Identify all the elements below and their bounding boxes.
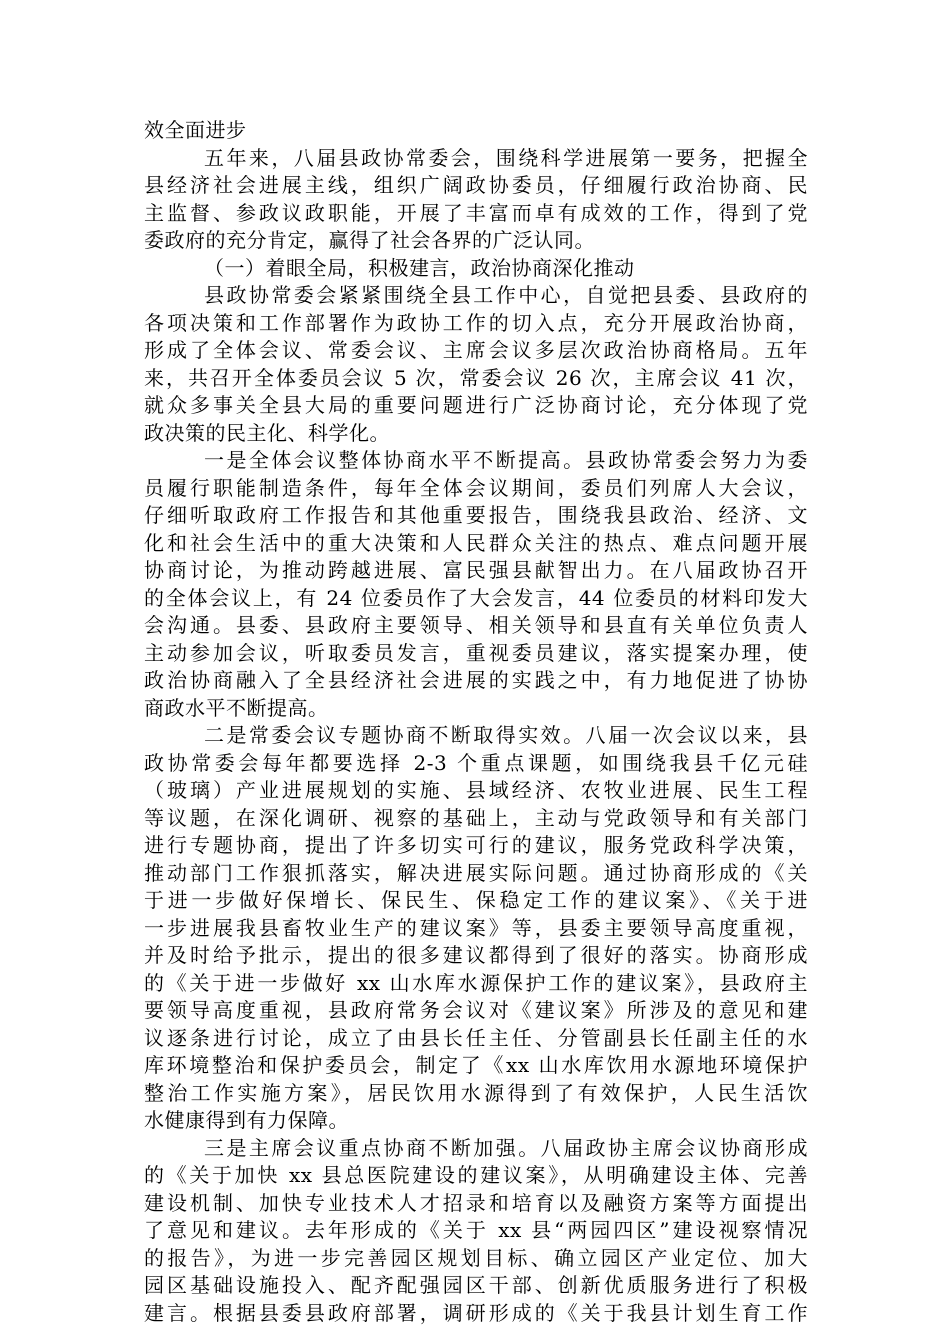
text-line: 要领导高度重视，县政府常务会议对《建议案》所涉及的意见和建 [144,998,808,1022]
text-line: 三是主席会议重点协商不断加强。八届政协主席会议协商形成 [204,1135,808,1160]
text-line: 二是常委会议专题协商不断取得实效。八届一次会议以来，县 [204,723,808,747]
text-line: 整治工作实施方案》，居民饮用水源得到了有效保护，人民生活饮 [144,1080,808,1105]
paragraph [144,1135,808,1328]
text-line: 进行专题协商，提出了许多切实可行的建议，服务党政科学决策， [144,833,808,857]
text-line: 五年来，八届县政协常委会，围绕科学进展第一要务，把握全 [204,145,808,170]
section-heading [144,255,808,283]
paragraph [144,282,808,447]
text-line: 了意见和建议。去年形成的《关于 xx 县“两园四区”建设视察情况 [144,1218,808,1242]
text-line: 水健康得到有力保障。 [144,1108,349,1132]
text-line: 的全体会议上，有 24 位委员作了大会发言，44 位委员的材料印发大 [144,585,808,610]
text-line: 县政协常委会紧紧围绕全县工作中心，自觉把县委、县政府的 [204,283,808,307]
text-line: 委政府的充分肯定，赢得了社会各界的广泛认同。 [144,228,595,252]
text-line: 员履行职能制造条件，每年全体会议期间，委员们列席人大会议， [144,475,808,500]
text-line: 一步进展我县畜牧业生产的建议案》等，县委主要领导高度重视， [144,915,808,940]
text-line: 效全面进步 [144,118,247,142]
text-line: 于进一步做好保增长、保民生、保稳定工作的建议案》、《关于进 [144,888,808,912]
text-line: 化和社会生活中的重大决策和人民群众关注的热点、难点问题开展 [144,530,808,555]
text-line: 园区基础设施投入、配齐配强园区干部、创新优质服务进行了积极 [144,1273,808,1297]
text-line: 并及时给予批示，提出的很多建议都得到了很好的落实。协商形成 [144,943,808,967]
text-line: 推动部门工作狠抓落实，解决进展实际问题。通过协商形成的《关 [144,860,808,885]
text-line: 建言。根据县委县政府部署，调研形成的《关于我县计划生育工作 [144,1300,808,1325]
text-line: （玻璃）产业进展规划的实施、县域经济、农牧业进展、民生工程 [144,778,808,802]
text-line: 商政水平不断提高。 [144,695,329,720]
text-line: 一是全体会议整体协商水平不断提高。县政协常委会努力为委 [204,448,808,472]
text-line: 主监督、参政议政职能，开展了丰富而卓有成效的工作，得到了党 [144,200,808,225]
text-line: 形成了全体会议、常委会议、主席会议多层次政治协商格局。五年 [144,338,808,362]
text-line: 会沟通。县委、县政府主要领导、相关领导和县直有关单位负责人 [144,613,808,637]
text-line: 就众多事关全县大局的重要问题进行广泛协商讨论，充分体现了党 [144,393,808,417]
text-line: 等议题，在深化调研、视察的基础上，主动与党政领导和有关部门 [144,805,808,830]
paragraph [144,722,808,1135]
text-line: 仔细听取政府工作报告和其他重要报告，围绕我县政治、经济、文 [144,503,808,527]
text-line: 县经济社会进展主线，组织广阔政协委员，仔细履行政治协商、民 [144,173,808,197]
text-line: 的《关于进一步做好 xx 山水库水源保护工作的建议案》，县政府主 [144,970,808,995]
text-line: 政协常委会每年都要选择 2-3 个重点课题，如围绕我县千亿元硅 [144,750,808,775]
text-line: 库环境整治和保护委员会，制定了《xx 山水库饮用水源地环境保护 [144,1053,808,1077]
text-line: 的报告》，为进一步完善园区规划目标、确立园区产业定位、加大 [144,1245,808,1270]
text-line: 建设机制、加快专业技术人才招录和培育以及融资方案等方面提出 [144,1190,808,1215]
document-page [144,117,808,1327]
paragraph [144,117,808,145]
text-line: 议逐条进行讨论，成立了由县长任主任、分管副县长任副主任的水 [144,1025,808,1050]
text-line: 主动参加会议，听取委员发言，重视委员建议，落实提案办理，使 [144,640,808,665]
paragraph [144,145,808,255]
text-line: 政决策的民主化、科学化。 [144,420,390,445]
text-line: 来，共召开全体委员会议 5 次，常委会议 26 次，主席会议 41 次， [144,365,808,390]
text-line: 的《关于加快 xx 县总医院建设的建议案》，从明确建设主体、完善 [144,1163,808,1187]
text-line: 政治协商融入了全县经济社会进展的实践之中，有力地促进了协协 [144,668,808,692]
text-line: 各项决策和工作部署作为政协工作的切入点，充分开展政治协商， [144,310,808,335]
text-line: （一）着眼全局，积极建言，政治协商深化推动 [204,255,635,280]
text-line: 协商讨论，为推动跨越进展、富民强县献智出力。在八届政协召开 [144,558,808,582]
paragraph [144,447,808,722]
